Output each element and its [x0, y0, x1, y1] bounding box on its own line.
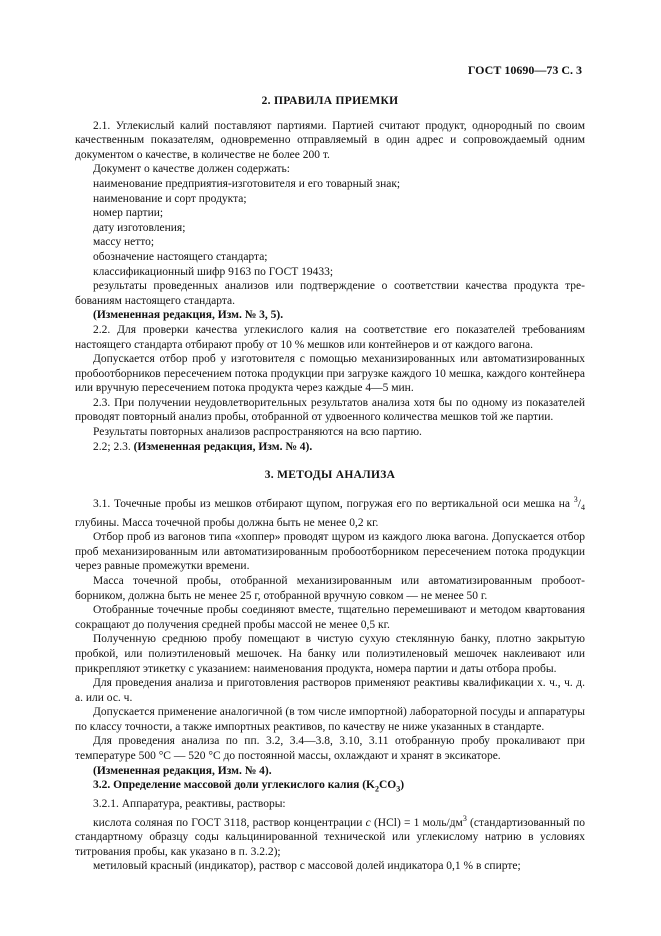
page-header: ГОСТ 10690—73 С. 3 [467, 63, 582, 77]
paragraph: Отбор проб из вагонов типа «хоппер» проводят щуром из каждого люка вагона. Допускается отбор проб механизированным или автоматизированным пробоотборником пересечением потока продукции через равные промежутки времени. [75, 531, 585, 573]
paragraph-2-2-continued: Допускается отбор проб у изготовителя с помощью механизированных или автоматизированных пробоотборников пересечением потока продукции при загрузке каждого 10 мешка, каждого контейнера или вручную пересечением потока продукта через каждые 4—5 мин. [75, 353, 585, 395]
list-item: результаты проведенных анализов или подтверждение о соответствии качества продукта требованиям настоящего стандарта. [75, 280, 585, 307]
paragraph: Для проведения анализа и приготовления растворов применяют реактивы квалификации х. ч., ч. д. а. или ос. ч. [75, 677, 585, 704]
amendment-prefix: 2.2; 2.3. [93, 440, 131, 453]
list-item: наименование предприятия-изготовителя и его товарный знак; [93, 177, 401, 190]
amendment-note-3: (Измененная редакция, Изм. № 4). [93, 764, 272, 777]
section-2-title: 2. ПРАВИЛА ПРИЕМКИ [261, 95, 399, 107]
paragraph: Допускается применение аналогичной (в том числе импортной) лабораторной посуды и аппаратуры по классу точности, а также импортных реактивов, по качеству не ниже указанных в стандарте. [75, 706, 585, 733]
fraction-denominator: 4 [581, 502, 585, 512]
paragraph-3-2-1: 3.2.1. Аппаратура, реактивы, растворы: [93, 798, 286, 811]
paragraph-2-1: 2.1. Углекислый калий поставляют партиями. Партией считают продукт, однородный по своим качественным показателям, одновременно отправляемый в один адрес и сопровождаемый одним документом о качестве, в количестве не более 200 т. [75, 119, 585, 161]
document-body [75, 94, 585, 874]
section-3-title: 3. МЕТОДЫ АНАЛИЗА [264, 469, 396, 482]
paragraph-2-3: 2.3. При получении неудовлетворительных результатов анализа хотя бы по одному из показателей проводят повторный анализ пробы, отобранной от удвоенного количества мешков той же партии. [75, 396, 585, 424]
amendment-note-2 [75, 440, 585, 455]
amendment-text: (Измененная редакция, Изм. № 4). [133, 440, 313, 453]
paragraph: Для проведения анализа по пп. 3.2, 3.4—3.8, 3.10, 3.11 отобранную пробу прокаливают при температуре 500 °С — 520 °С до постоянной массы, охлаждают и хранят в эксикаторе. [75, 735, 585, 763]
list-item: обозначение настоящего стандарта; [93, 250, 268, 263]
list-item: номер партии; [93, 207, 164, 220]
subsection-3-2-title: 3.2. Определение массовой доли углекислого калия $(K_2CO_3)$ [93, 779, 405, 794]
paragraph-3-1: 3.1. Точечные пробы из мешков отбирают щупом, погружая его по вертикальной оси мешка на $^3/_4$ глубины. Масса точечной пробы должна быть не менее 0,2 кг. [75, 494, 585, 529]
paragraph: Полученную среднюю пробу помещают в чистую сухую стеклянную банку, плотно закрытую пробкой, или полиэтиленовый мешочек. На банку или полиэтиленовый мешочек наклеивают или прикрепляют этикетку с указанием: наименования продукта, номера партии и даты отбора пробы. [75, 633, 585, 675]
fraction-numerator: 3 [573, 494, 578, 504]
paragraph-2-3-continued: Результаты повторных анализов распространяются на всю партию. [93, 426, 422, 439]
amendment-note: (Измененная редакция, Изм. № 3, 5). [93, 309, 284, 322]
list-item: дату изготовления; [93, 221, 186, 234]
list-item: классификационный шифр 9163 по ГОСТ 19433; [93, 265, 334, 278]
list-item: наименование и сорт продукта; [93, 192, 247, 205]
paragraph-2-2: 2.2. Для проверки качества углекислого калия на соответствие его показателей требованиям настоящего стандарта отбирают пробу от 10 % мешков или контейнеров и от каждого вагона. [75, 323, 585, 351]
reagent-methyl-red: метиловый красный (индикатор), раствор с массовой долей индикатора 0,1 % в спирте; [93, 860, 521, 873]
paragraph: Масса точечной пробы, отобранной механизированным или автоматизированным пробоотборником, должна быть не менее 25 г, отобранной вручную совком — не менее 50 г. [75, 574, 585, 602]
reagent-hcl: кислота соляная по ГОСТ 3118, раствор концентрации c (HCl) = 1 моль/$дм^3$ (стандартизованный по стандартному образцу соды кальцинированной технической или углекислому натрию в условиях титрования пробы, как указано в п. 3.2.2); [75, 813, 586, 858]
paragraph-document-contents: Документ о качестве должен содержать: [93, 163, 290, 176]
list-item: массу нетто; [93, 236, 155, 249]
paragraph: Отобранные точечные пробы соединяют вместе, тщательно перемешивают и методом квартования сокращают до получения средней пробы массой не менее 0,5 кг. [75, 604, 585, 631]
